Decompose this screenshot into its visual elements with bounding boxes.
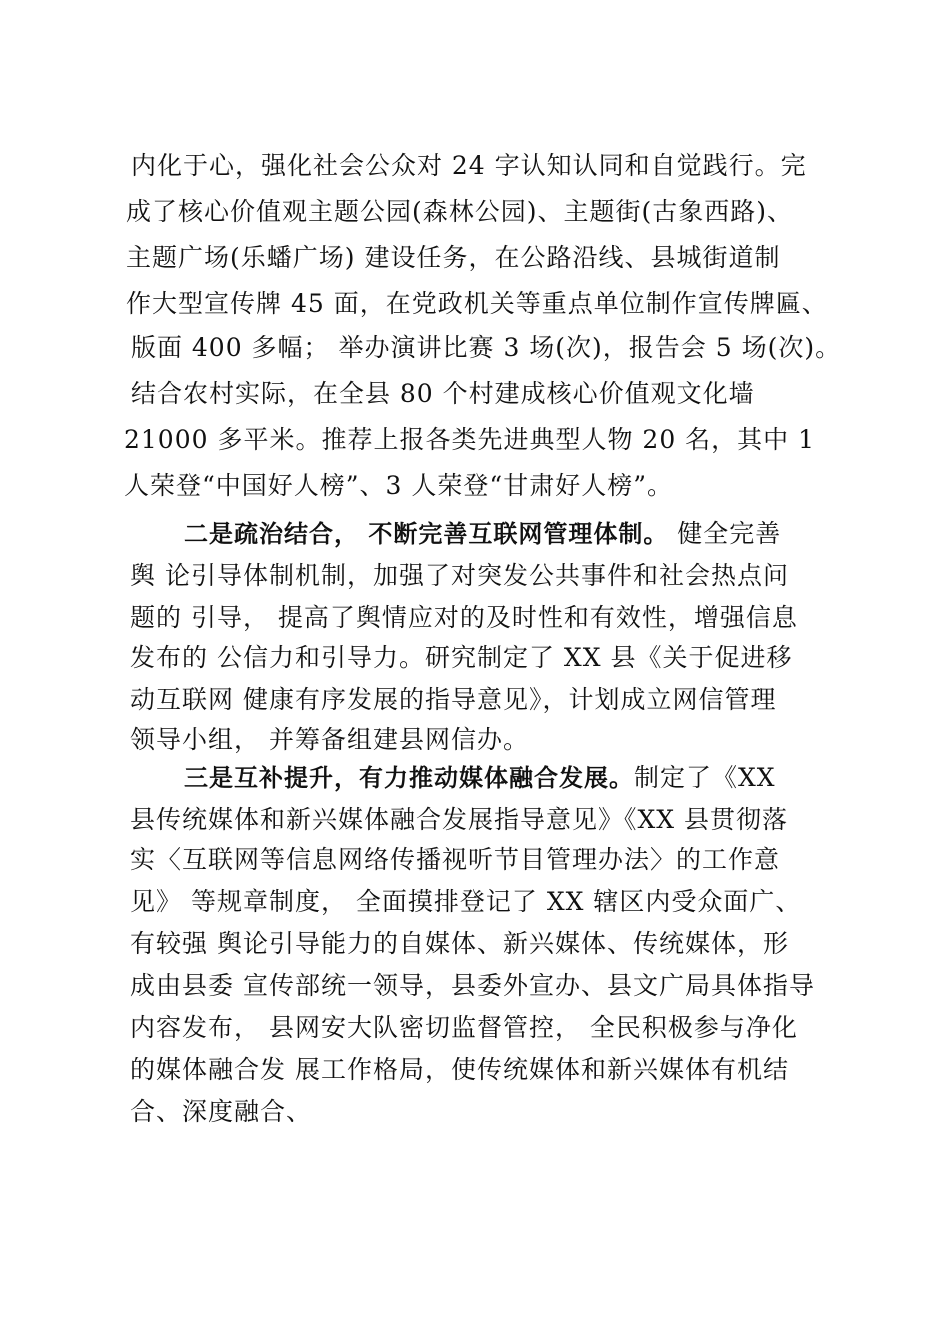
paragraph-3-first-line <box>184 760 776 796</box>
text-line: 县传统媒体和新兴媒体融合发展指导意见》《XX 县贯彻落 <box>130 805 789 834</box>
text-line: 结合农村实际，在全县 80 个村建成核心价值观文化墙 <box>122 379 755 408</box>
text-line: 内容发布， 县网安大队密切监督管控， 全民积极参与净化 <box>130 1013 798 1042</box>
text-line: 内化于心，强化社会公众对 24 字认知认同和自觉践行。完 <box>122 151 807 180</box>
text-line: 发布的 公信力和引导力。研究制定了 XX 县《关于促进移 <box>130 643 793 672</box>
text-line: 动互联网 健康有序发展的指导意见》，计划成立网信管理 <box>130 685 777 714</box>
text-line: 见》 等规章制度， 全面摸排登记了 XX 辖区内受众面广、 <box>130 887 802 916</box>
paragraph-text: 制定了《XX <box>634 763 776 792</box>
text-line: 实〈互联网等信息网络传播视听节目管理办法〉的工作意 <box>130 845 781 874</box>
text-line: 版面 400 多幅； 举办演讲比赛 3 场(次)，报告会 5 场(次)。 <box>122 333 842 362</box>
text-line: 作大型宣传牌 45 面，在党政机关等重点单位制作宣传牌匾、 <box>126 289 828 318</box>
text-line: 成了核心价值观主题公园(森林公园)、主题街(古象西路)、 <box>126 197 794 226</box>
text-line: 成由县委 宣传部统一领导，县委外宣办、县文广局具体指导 <box>130 971 815 1000</box>
text-line: 领导小组， 并筹备组建县网信办。 <box>130 725 529 754</box>
text-line: 题的 引导， 提高了舆情应对的及时性和有效性，增强信息 <box>130 603 798 632</box>
paragraph-text: 健全完善 <box>668 519 782 548</box>
paragraph-heading: 二是疏治结合， 不断完善互联网管理体制。 <box>184 520 669 548</box>
text-line: 主题广场(乐蟠广场) 建设任务，在公路沿线、县城街道制 <box>126 243 781 272</box>
text-line: 的媒体融合发 展工作格局，使传统媒体和新兴媒体有机结 <box>130 1055 789 1084</box>
paragraph-2-first-line <box>184 516 781 552</box>
paragraph-heading: 三是互补提升，有力推动媒体融合发展。 <box>184 764 634 792</box>
text-line: 人荣登“中国好人榜”、3 人荣登“甘肃好人榜”。 <box>124 471 673 500</box>
text-line: 有较强 舆论引导能力的自媒体、新兴媒体、传统媒体，形 <box>130 929 789 958</box>
text-line: 21000 多平米。推荐上报各类先进典型人物 20 名，其中 1 <box>124 425 816 454</box>
text-line: 合、深度融合、 <box>130 1097 313 1126</box>
text-line: 舆 论引导体制机制，加强了对突发公共事件和社会热点问 <box>130 561 789 590</box>
